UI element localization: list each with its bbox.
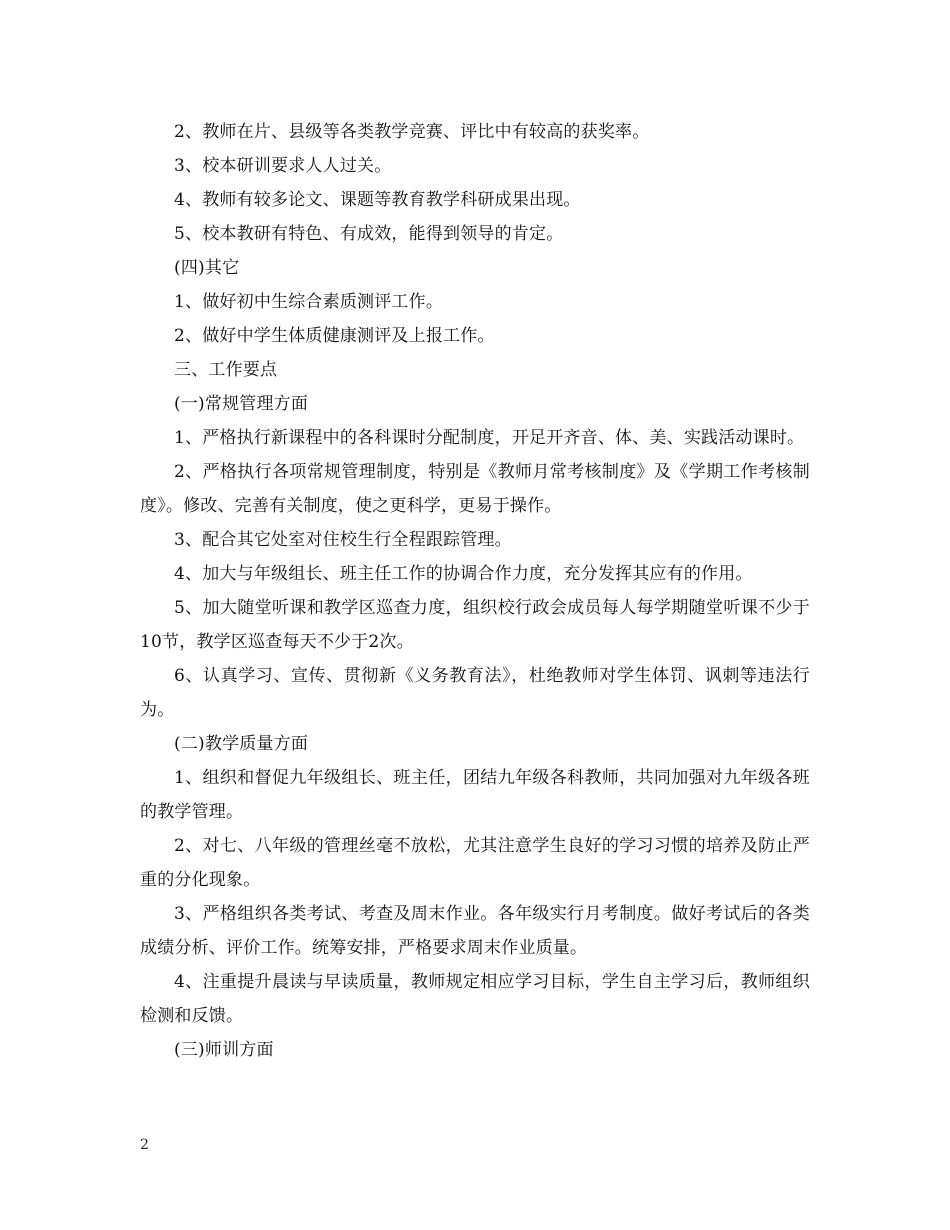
paragraph: 3、严格组织各类考试、考查及周末作业。各年级实行月考制度。做好考试后的各类成绩分析、评价工作。统筹安排，严格要求周末作业质量。 [140,904,810,958]
paragraph: 4、注重提升晨读与早读质量，教师规定相应学习目标，学生自主学习后，教师组织检测和反馈。 [140,972,810,1026]
paragraph: 2、做好中学生体质健康测评及上报工作。 [174,326,495,346]
paragraph: 6、认真学习、宣传、贯彻新《义务教育法》，杜绝教师对学生体罚、讽刺等违法行为。 [140,666,810,720]
paragraph: 3、配合其它处室对住校生行全程跟踪管理。 [174,530,512,550]
section-heading: (三)师训方面 [174,1040,274,1060]
paragraph: 2、严格执行各项常规管理制度，特别是《教师月常考核制度》及《学期工作考核制度》。修改、完善有关制度，使之更科学，更易于操作。 [140,462,810,516]
paragraph: 1、严格执行新课程中的各科课时分配制度，开足开齐音、体、美、实践活动课时。 [174,428,805,448]
section-heading: (四)其它 [174,258,240,278]
paragraph: 1、组织和督促九年级组长、班主任，团结九年级各科教师，共同加强对九年级各班的教学管理。 [140,768,810,822]
section-heading: (一)常规管理方面 [174,394,309,414]
page-number: 2 [140,1137,149,1153]
paragraph: 4、加大与年级组长、班主任工作的协调合作力度，充分发挥其应有的作用。 [174,564,753,584]
document-body [140,115,810,1067]
paragraph: 4、教师有较多论文、课题等教育教学科研成果出现。 [174,190,581,210]
paragraph: 5、校本教研有特色、有成效，能得到领导的肯定。 [174,224,564,244]
paragraph: 3、校本研训要求人人过关。 [174,156,392,176]
section-heading: 三、工作要点 [174,360,278,380]
paragraph: 2、教师在片、县级等各类教学竞赛、评比中有较高的获奖率。 [174,122,650,142]
paragraph: 2、对七、八年级的管理丝毫不放松，尤其注意学生良好的学习习惯的培养及防止严重的分化现象。 [140,836,810,890]
paragraph: 1、做好初中生综合素质测评工作。 [174,292,444,312]
section-heading: (二)教学质量方面 [174,734,309,754]
paragraph: 5、加大随堂听课和教学区巡查力度，组织校行政会成员每人每学期随堂听课不少于10节，教学区巡查每天不少于2次。 [140,598,810,652]
